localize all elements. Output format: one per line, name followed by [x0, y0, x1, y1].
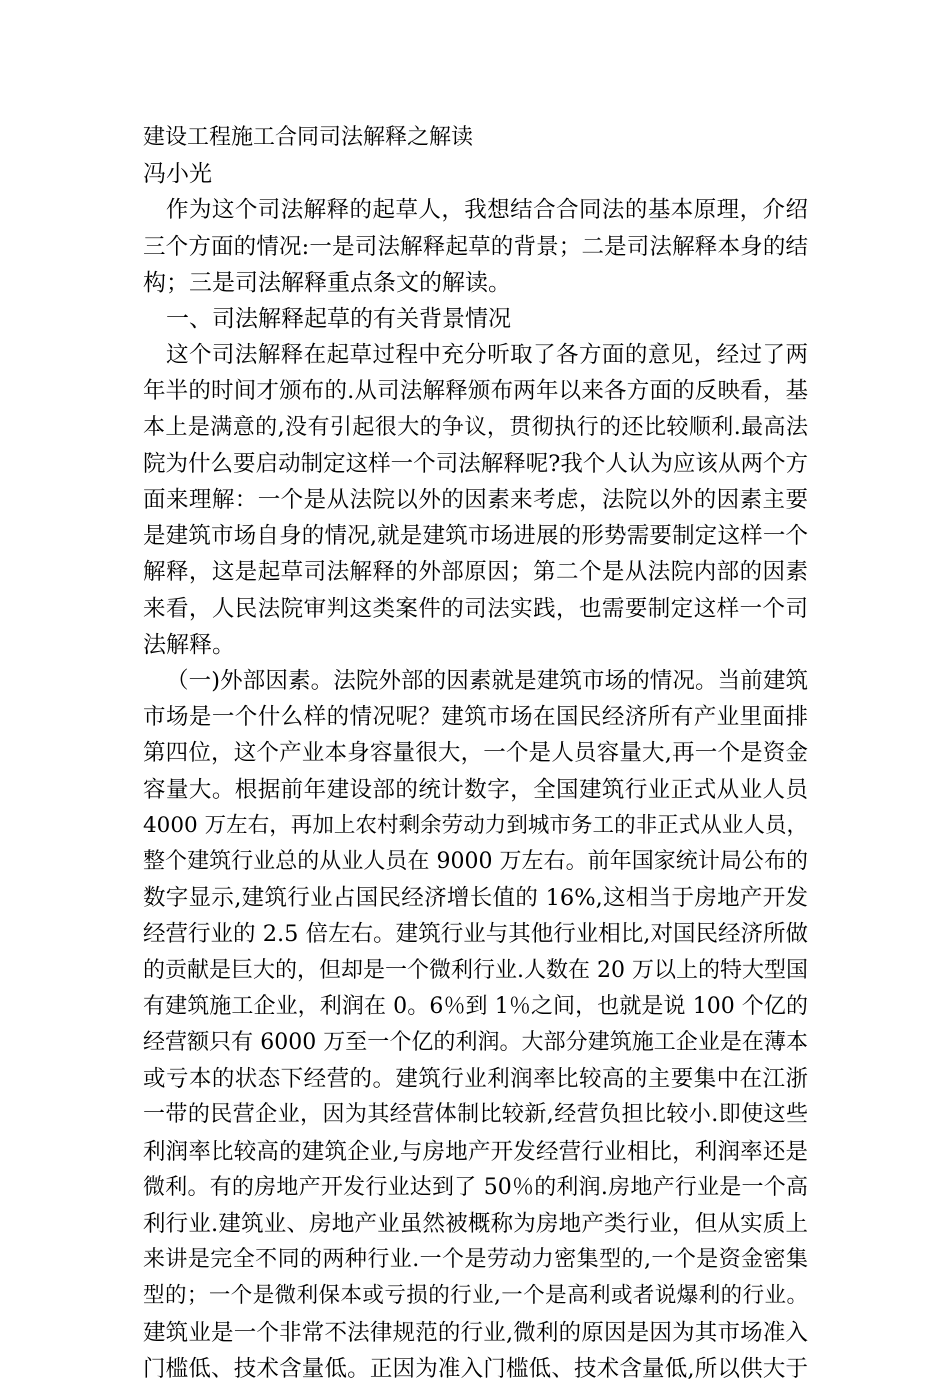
text-line: 这个司法解释在起草过程中充分听取了各方面的意见，经过了两: [166, 342, 808, 368]
text-line: 的贡献是巨大的，但却是一个微利行业.人数在 20 万以上的特大型国: [143, 958, 808, 983]
text-line: 型的；一个是微利保本或亏损的行业,一个是高利或者说爆利的行业。: [143, 1283, 808, 1308]
text-line: 面来理解：一个是从法院以外的因素来考虑，法院以外的因素主要: [143, 487, 808, 513]
text-line: 利行业.建筑业、房地产业虽然被概称为房地产类行业，但从实质上: [143, 1211, 808, 1237]
text-line: （一)外部因素。法院外部的因素就是建筑市场的情况。当前建筑: [166, 668, 808, 694]
text-line: 构；三是司法解释重点条文的解读。: [143, 270, 511, 296]
text-line: 来看，人民法院审判这类案件的司法实践，也需要制定这样一个司: [143, 596, 808, 622]
text-line: 利润率比较高的建筑企业,与房地产开发经营行业相比，利润率还是: [143, 1139, 808, 1165]
text-line: 作为这个司法解释的起草人，我想结合合同法的基本原理，介绍: [166, 197, 808, 223]
text-line: 数字显示,建筑行业占国民经济增长值的 16%,这相当于房地产开发: [143, 885, 808, 911]
text-line: 解释，这是起草司法解释的外部原因；第二个是从法院内部的因素: [143, 559, 808, 585]
text-line: 市场是一个什么样的情况呢？建筑市场在国民经济所有产业里面排: [143, 704, 808, 730]
text-line: 经营额只有 6000 万至一个亿的利润。大部分建筑施工企业是在薄本: [143, 1030, 808, 1055]
text-line: 本上是满意的,没有引起很大的争议，贯彻执行的还比较顺利.最高法: [143, 415, 808, 440]
text-line: 第四位，这个产业本身容量很大，一个是人员容量大,再一个是资金: [143, 740, 808, 766]
text-line: 微利。有的房地产开发行业达到了 50％的利润.房地产行业是一个高: [143, 1175, 808, 1200]
text-line: 是建筑市场自身的情况,就是建筑市场进展的形势需要制定这样一个: [143, 523, 808, 549]
text-line: 三个方面的情况:一是司法解释起草的背景；二是司法解释本身的结: [143, 234, 808, 260]
text-line: 有建筑施工企业，利润在 0。6％到 1％之间，也就是说 100 个亿的: [143, 994, 808, 1019]
text-line: 建筑业是一个非常不法律规范的行业,微利的原因是因为其市场准入: [143, 1320, 808, 1346]
text-line: 法解释。: [143, 632, 235, 658]
text-line: 整个建筑行业总的从业人员在 9000 万左右。前年国家统计局公布的: [143, 849, 808, 874]
text-line: 院为什么要启动制定这样一个司法解释呢?我个人认为应该从两个方: [143, 451, 808, 477]
text-line: 一、司法解释起草的有关背景情况: [166, 306, 511, 332]
text-line: 经营行业的 2.5 倍左右。建筑行业与其他行业相比,对国民经济所做: [143, 921, 808, 947]
text-line: 一带的民营企业，因为其经营体制比较新,经营负担比较小.即使这些: [143, 1102, 808, 1127]
text-line: 来讲是完全不同的两种行业.一个是劳动力密集型的,一个是资金密集: [143, 1247, 808, 1272]
document-author: 冯小光: [143, 161, 212, 187]
text-line: 4000 万左右，再加上农村剩余劳动力到城市务工的非正式从业人员，: [143, 813, 808, 838]
text-line: 门槛低、技术含量低。正因为准入门槛低、技术含量低,所以供大于: [143, 1356, 808, 1382]
text-line: 年半的时间才颁布的.从司法解释颁布两年以来各方面的反映看，基: [143, 378, 808, 404]
document-title: 建设工程施工合同司法解释之解读: [143, 125, 474, 150]
text-line: 或亏本的状态下经营的。建筑行业利润率比较高的主要集中在江浙: [143, 1066, 808, 1092]
text-line: 容量大。根据前年建设部的统计数字，全国建筑行业正式从业人员: [143, 777, 808, 803]
